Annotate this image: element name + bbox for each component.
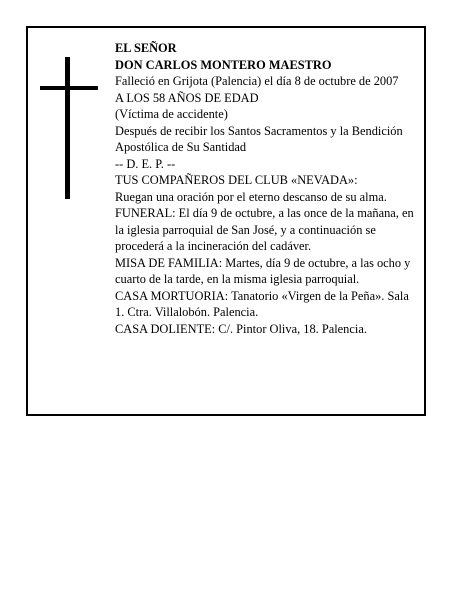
funeral-home-line: CASA MORTUORIA: Tanatorio «Virgen de la Peña». Sala 1. Ctra. Villalobón. Palencia. [115, 288, 412, 319]
obituary-text [115, 40, 421, 337]
obituary-notice [26, 26, 426, 416]
mourners-line: TUS COMPAÑEROS DEL CLUB «NEVADA»: [115, 173, 358, 187]
cross-icon [40, 57, 100, 199]
family-mass-line: MISA DE FAMILIA: Martes, día 9 de octubre, a las ocho y cuarto de la tarde, en la misma iglesia parroquial. [115, 255, 414, 286]
funeral-line: FUNERAL: El día 9 de octubre, a las once de la mañana, en la iglesia parroquial de San José, y a continuación se procederá a la incineración del cadáver. [115, 206, 417, 253]
cross-horizontal-bar [40, 86, 98, 90]
obituary-header: EL SEÑOR [115, 41, 177, 55]
family-home-line: CASA DOLIENTE: C/. Pintor Oliva, 18. Palencia. [115, 321, 367, 336]
rip-line: -- D. E. P. -- [115, 156, 176, 171]
cause-line: (Víctima de accidente) [115, 107, 228, 121]
cross-vertical-bar [65, 57, 70, 199]
sacraments-line: Después de recibir los Santos Sacramentos y la Bendición Apostólica de Su Santidad [115, 123, 406, 154]
deceased-name: DON CARLOS MONTERO MAESTRO [115, 57, 332, 72]
prayer-line: Ruegan una oración por el eterno descanso de su alma. [115, 189, 387, 204]
age-line: A LOS 58 AÑOS DE EDAD [115, 90, 259, 105]
death-date-line: Falleció en Grijota (Palencia) el día 8 de octubre de 2007 [115, 74, 399, 88]
